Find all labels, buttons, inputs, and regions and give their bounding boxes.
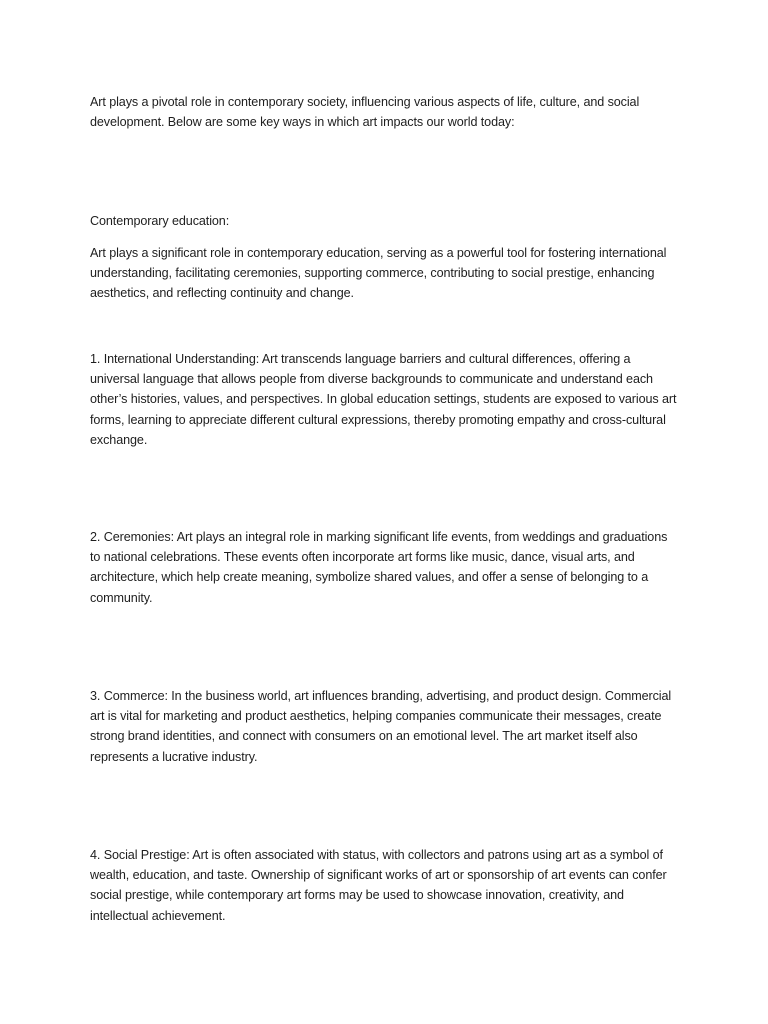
section-intro-paragraph: Art plays a significant role in contemporary education, serving as a powerful tool for fostering international understanding, facilitating ceremonies, supporting commerce, contributing to social prestige, enhancing aesthetics, and reflecting continuity and change. bbox=[90, 246, 667, 301]
section-heading: Contemporary education: bbox=[90, 214, 230, 228]
intro-paragraph: Art plays a pivotal role in contemporary society, influencing various aspects of life, culture, and social development. Below are some key ways in which art impacts our world today: bbox=[90, 95, 640, 130]
item-international-understanding: 1. International Understanding: Art transcends language barriers and cultural differences, offering a universal language that allows people from diverse backgrounds to communicate and understand each other’s histories, values, and perspectives. In global education settings, students are exposed to various art forms, learning to appreciate different cultural expressions, thereby promoting empathy and cross-cultural exchange. bbox=[90, 352, 677, 447]
item-commerce: 3. Commerce: In the business world, art influences branding, advertising, and product design. Commercial art is vital for marketing and product aesthetics, helping companies communicate their messages, create strong brand identities, and connect with consumers on an emotional level. The art market itself also represents a lucrative industry. bbox=[90, 689, 672, 764]
item-social-prestige: 4. Social Prestige: Art is often associated with status, with collectors and patrons using art as a symbol of wealth, education, and taste. Ownership of significant works of art or sponsorship of art events can confer social prestige, while contemporary art forms may be used to showcase innovation, creativity, and intellectual achievement. bbox=[90, 848, 667, 923]
item-ceremonies: 2. Ceremonies: Art plays an integral role in marking significant life events, from weddings and graduations to national celebrations. These events often incorporate art forms like music, dance, visual arts, and architecture, which help create meaning, symbolize shared values, and offer a sense of belonging to a community. bbox=[90, 530, 668, 605]
